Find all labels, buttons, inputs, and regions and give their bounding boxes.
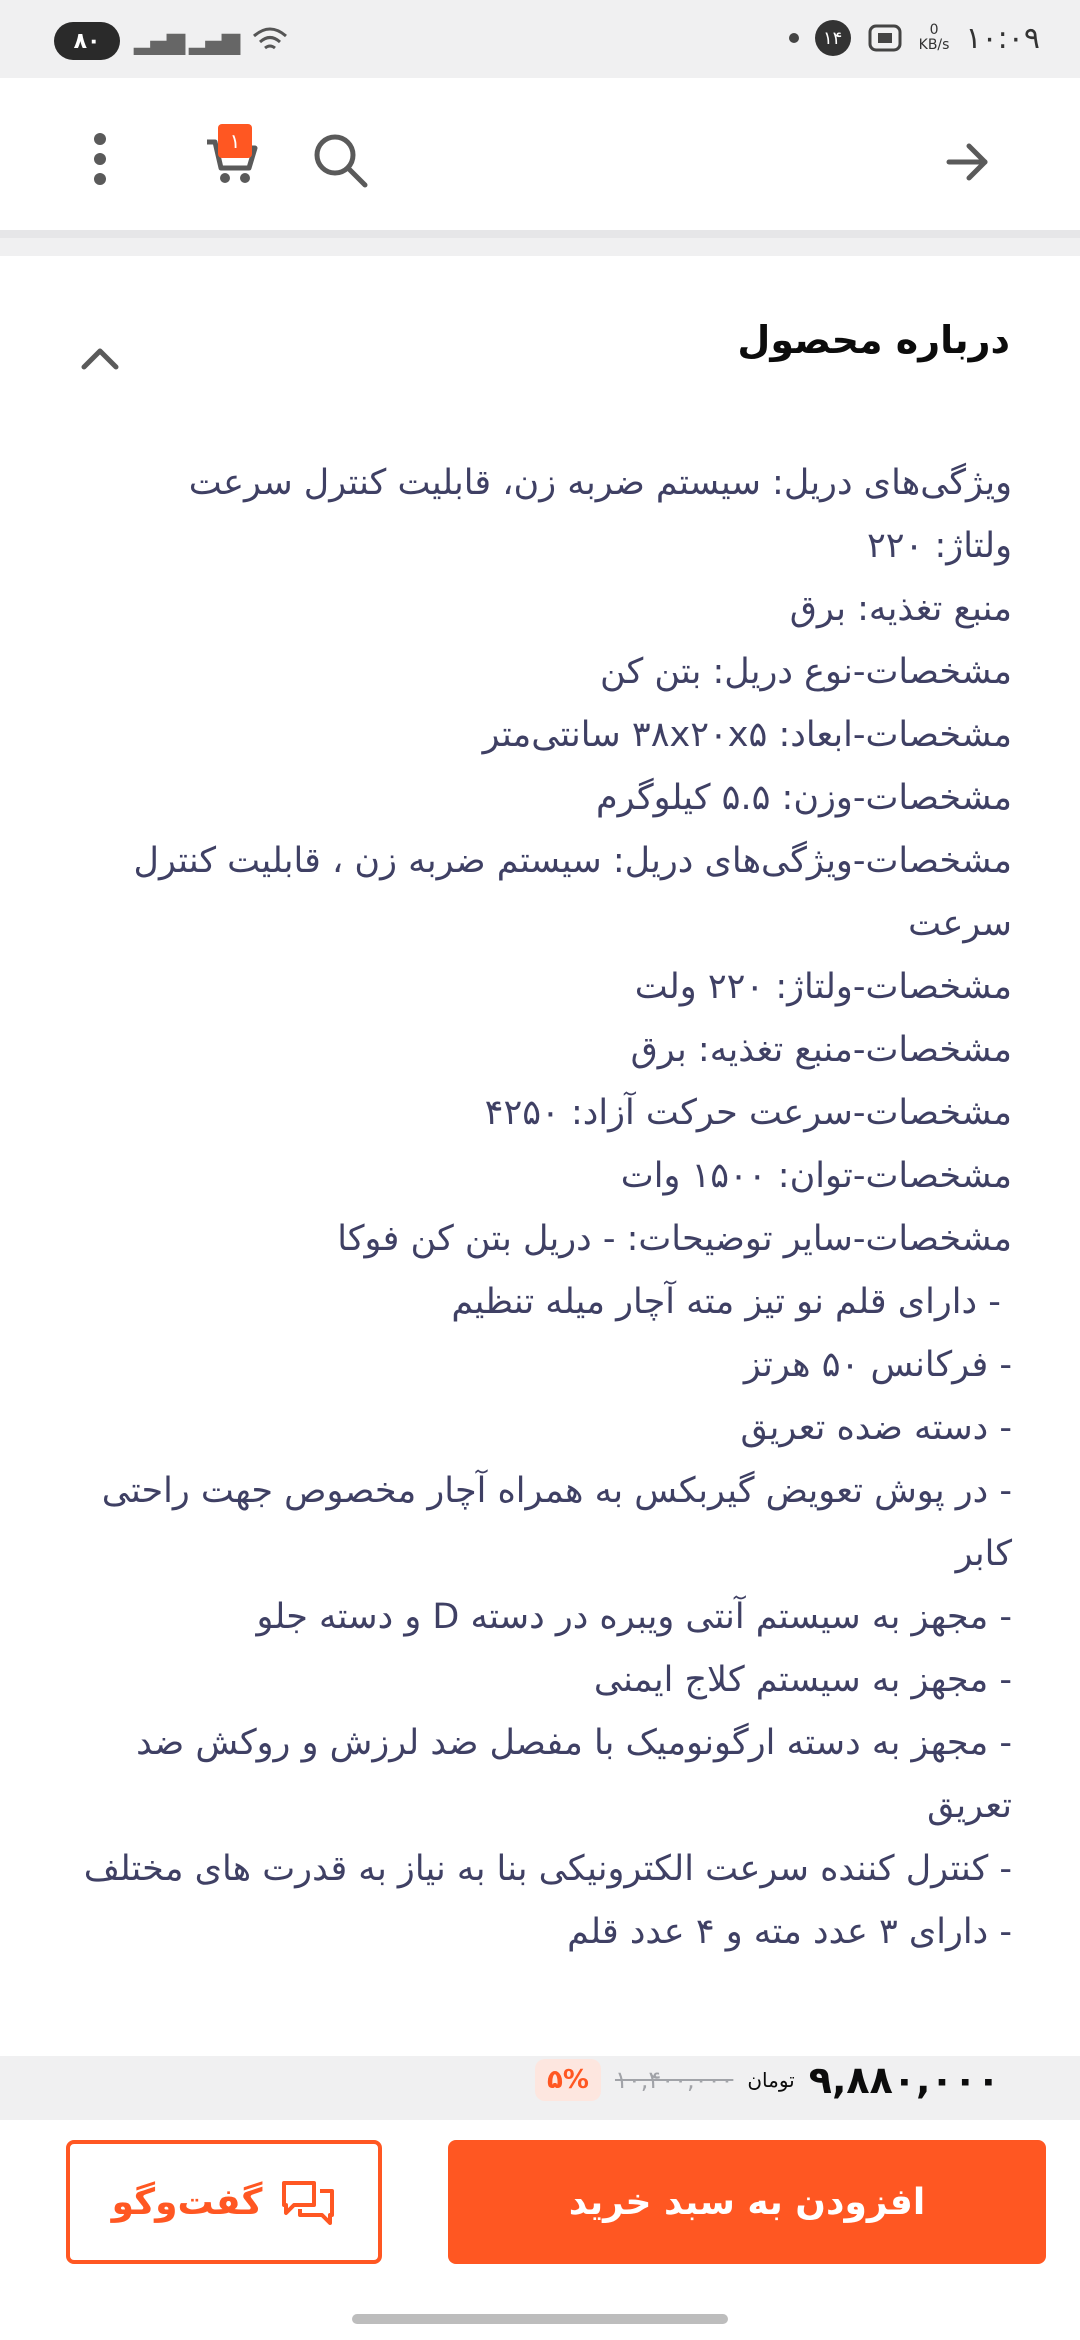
description-line: مشخصات-نوع دریل: بتن کن	[599, 652, 1012, 692]
discount-badge: ۵%	[535, 2059, 601, 2101]
battery-indicator: ۸۰	[54, 22, 120, 60]
add-to-cart-button[interactable]: افزودن به سبد خرید	[448, 2140, 1046, 2264]
description-line: - فرکانس ۵۰ هرتز	[743, 1345, 1012, 1385]
current-price: ۹,۸۸۰,۰۰۰	[808, 2058, 1000, 2102]
product-description	[62, 452, 1012, 1964]
clock: ۱۰:۰۹	[965, 20, 1040, 56]
wifi-icon	[252, 26, 288, 56]
notification-dot	[789, 33, 799, 43]
description-line: مشخصات-ولتاژ: ۲۲۰ ولت	[634, 967, 1012, 1007]
description-line: مشخصات-سایر توضیحات: - دریل بتن کن فوکا	[337, 1219, 1012, 1259]
description-line: - دارای ۳ عدد مته و ۴ عدد قلم	[567, 1912, 1012, 1952]
status-bar	[0, 0, 1080, 78]
notification-count-badge: ۱۴	[815, 20, 851, 56]
chevron-up-icon	[80, 345, 120, 371]
cart-count-badge: ۱	[218, 124, 252, 158]
description-line: - مجهز به سیستم کلاج ایمنی	[593, 1660, 1012, 1700]
chat-label: گفت‌وگو	[111, 2181, 263, 2223]
top-app-bar	[0, 78, 1080, 238]
chat-icon	[280, 2177, 336, 2227]
net-speed: 0 KB/s	[918, 22, 950, 53]
description-line: - مجهز به دسته ارگونومیک با مفصل ضد لرزش و روکش ضد تعریق	[125, 1723, 1012, 1826]
search-icon	[311, 131, 371, 191]
status-right	[789, 20, 1040, 56]
description-line: منبع تغذیه: برق	[789, 589, 1012, 629]
price-row	[535, 2050, 1000, 2110]
status-left	[54, 22, 288, 60]
old-price: ۱۰,۴۰۰,۰۰۰	[614, 2066, 734, 2094]
chat-button[interactable]	[66, 2140, 382, 2264]
description-line: - کنترل کننده سرعت الکترونیکی بنا به نیاز به قدرت های مختلف	[83, 1849, 1012, 1889]
signal-icon: ▂▄▆ ▂▄▆	[134, 27, 239, 55]
back-button[interactable]	[940, 134, 996, 190]
description-line: - دارای قلم نو تیز مته آچار میله تنظیم	[451, 1282, 1012, 1322]
more-vertical-icon	[90, 131, 110, 187]
description-line: - مجهز به سیستم آنتی ویبره در دسته D و دسته جلو	[256, 1597, 1012, 1637]
screenshot-icon	[867, 21, 903, 55]
currency-label: تومان	[747, 2068, 795, 2092]
description-line: ویژگی‌های دریل: سیستم ضربه زن، قابلیت کنترل سرعت	[188, 463, 1012, 503]
home-indicator[interactable]	[352, 2314, 728, 2324]
description-line: مشخصات-وزن: ۵.۵ کیلوگرم	[596, 778, 1012, 818]
search-button[interactable]	[306, 126, 376, 196]
cart-button[interactable]	[192, 126, 272, 196]
description-line: - دسته ضده تعریق	[740, 1408, 1012, 1448]
description-line: مشخصات-سرعت حرکت آزاد: ۴۲۵۰	[484, 1093, 1012, 1133]
section-title: درباره محصول	[737, 318, 1010, 362]
description-line: مشخصات-توان: ۱۵۰۰ وات	[620, 1156, 1012, 1196]
description-line: مشخصات-منبع تغذیه: برق	[630, 1030, 1012, 1070]
description-line: ولتاژ: ۲۲۰	[866, 526, 1012, 566]
arrow-right-icon	[945, 142, 991, 182]
more-options-button[interactable]	[80, 124, 120, 194]
description-line: مشخصات-ویژگی‌های دریل: سیستم ضربه زن ، قابلیت کنترل سرعت	[122, 841, 1012, 944]
description-line: - در پوش تعویض گیربکس به همراه آچار مخصوص جهت راحتی کابر	[90, 1471, 1012, 1574]
description-line: مشخصات-ابعاد: ۳۸x۲۰x۵ سانتی‌متر	[482, 715, 1012, 755]
collapse-section-button[interactable]	[80, 345, 120, 375]
